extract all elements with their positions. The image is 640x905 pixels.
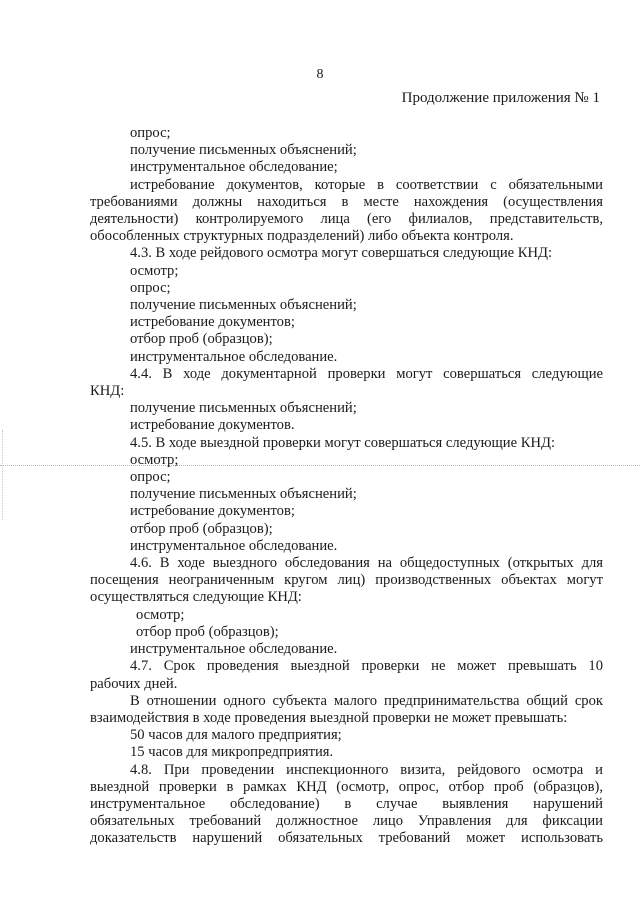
text-line: обязательных требований должностное лицо Управления для фиксации [90,813,603,830]
text-line: КНД: [90,383,125,400]
text-line: 4.7. Срок проведения выездной проверки не может превышать 10 [130,658,603,675]
text-line: опрос; [130,469,171,486]
text-line: инструментальное обследование; [130,159,338,176]
text-line: 50 часов для малого предприятия; [130,727,342,744]
appendix-title: Продолжение приложения № 1 [401,90,600,106]
text-line: инструментальное обследование. [130,537,338,554]
text-line: отбор проб (образцов); [136,623,279,640]
text-line: опрос; [130,279,171,296]
page-number: 8 [316,67,324,82]
scan-margin-mark [2,430,4,520]
text-line: 4.3. В ходе рейдового осмотра могут совершаться следующие КНД: [130,245,553,262]
text-line: инструментальное обследование) в случае выявления нарушений [90,795,603,812]
text-line: инструментальное обследование. [130,641,338,658]
text-line: деятельности) контролируемого лица (его филиалов, представительств, [90,211,603,228]
text-line: истребование документов; [130,503,295,520]
text-line: получение письменных объяснений; [130,297,357,314]
text-line: рабочих дней. [90,675,178,692]
text-line: истребование документов. [130,417,295,434]
text-line: 4.4. В ходе документарной проверки могут совершаться следующие [130,365,603,382]
text-line: В отношении одного субъекта малого предпринимательства общий срок [130,692,603,709]
text-line: получение письменных объяснений; [130,486,357,503]
text-line: осмотр; [130,451,179,468]
text-line: отбор проб (образцов); [130,331,273,348]
text-line: 4.6. В ходе выездного обследования на общедоступных (открытых для [130,555,603,572]
text-line: истребование документов; [130,314,295,331]
document-body [90,125,603,848]
text-line: получение письменных объяснений; [130,400,357,417]
text-line: посещения неограниченным кругом лиц) производственных объектах могут [90,572,603,589]
text-line: осмотр; [136,606,185,623]
text-line: 15 часов для микропредприятия. [130,744,334,761]
text-line: выездной проверки в рамках КНД (осмотр, опрос, отбор проб (образцов), [90,778,603,795]
text-line: доказательств нарушений обязательных требований может использовать [90,830,603,847]
text-line: инструментальное обследование. [130,348,338,365]
text-line: взаимодействия в ходе проведения выездной проверки не может превышать: [90,709,568,726]
text-line: обособленных структурных подразделений) либо объекта контроля. [90,228,514,245]
text-line: опрос; [130,125,171,141]
text-line: 4.8. При проведении инспекционного визита, рейдового осмотра и [130,761,603,778]
text-line: осуществляться следующие КНД: [90,589,302,606]
text-line: требованиями должны находиться в месте нахождения (осуществления [90,193,603,210]
text-line: осмотр; [130,262,179,279]
text-line: отбор проб (образцов); [130,520,273,537]
text-line: 4.5. В ходе выездной проверки могут совершаться следующие КНД: [130,434,555,451]
text-line: получение письменных объяснений; [130,142,357,159]
text-line: истребование документов, которые в соответствии с обязательными [130,176,603,193]
